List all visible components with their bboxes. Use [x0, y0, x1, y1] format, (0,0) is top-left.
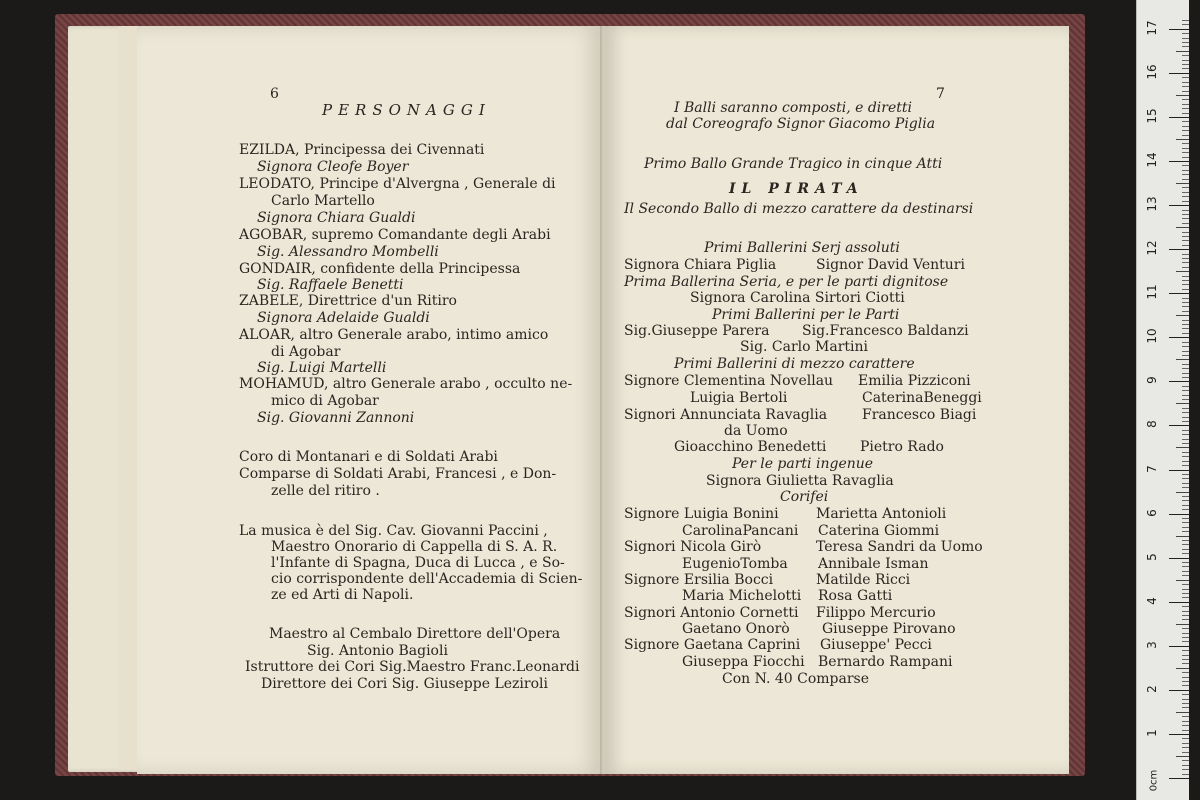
ruler-tick: [1182, 33, 1189, 34]
ruler-number: 11: [1145, 284, 1159, 300]
ruler-tick: [1182, 509, 1189, 510]
ruler-tick: [1182, 549, 1189, 550]
ruler-tick: [1182, 562, 1189, 563]
dancer-name: Luigia Bertoli: [690, 390, 788, 406]
ruler-tick: [1182, 663, 1189, 664]
cast-line: MOHAMUD, altro Generale arabo , occulto ne-: [239, 376, 573, 392]
ruler-tick: [1182, 201, 1189, 202]
cast-line: AGOBAR, supremo Comandante degli Arabi: [239, 227, 551, 243]
ruler-tick: [1182, 152, 1189, 153]
ruler-tick: [1182, 685, 1189, 686]
ruler-tick: [1182, 328, 1189, 329]
ruler-tick: [1176, 95, 1189, 96]
ruler-tick: [1176, 51, 1189, 52]
ruler-tick: [1169, 381, 1189, 382]
corifei-name: Bernardo Rampani: [818, 654, 953, 670]
dancer-name: Sig.Giuseppe Parera: [624, 323, 770, 339]
ruler-tick: [1182, 399, 1189, 400]
corifei-name: Caterina Giommi: [818, 523, 940, 539]
ballet-line: Il Secondo Ballo di mezzo carattere da destinarsi: [624, 201, 974, 217]
ruler-tick: [1182, 681, 1189, 682]
ruler-tick: [1182, 276, 1189, 277]
ruler-tick: [1182, 170, 1189, 171]
ruler-tick: [1182, 64, 1189, 65]
ruler-tick: [1169, 249, 1189, 250]
ruler-tick: [1182, 130, 1189, 131]
dancer-name: Sig. Carlo Martini: [740, 339, 869, 355]
ruler-tick: [1182, 650, 1189, 651]
dancer-name: Francesco Biagi: [862, 407, 977, 423]
ruler-tick: [1182, 91, 1189, 92]
ruler-tick: [1182, 553, 1189, 554]
corifei-name: Giuseppe' Pecci: [820, 637, 932, 653]
ruler-tick: [1182, 633, 1189, 634]
cast-line: Carlo Martello: [271, 193, 375, 209]
ruler-tick: [1182, 121, 1189, 122]
cast-line: Sig. Raffaele Benetti: [257, 277, 404, 293]
ruler-tick: [1176, 315, 1189, 316]
ruler-tick: [1182, 346, 1189, 347]
cast-line: GONDAIR, confidente della Principessa: [239, 261, 521, 277]
ruler-tick: [1182, 68, 1189, 69]
ruler-tick: [1182, 544, 1189, 545]
ruler-tick: [1182, 148, 1189, 149]
corifei-name: Maria Michelotti: [682, 588, 802, 604]
ruler-tick: [1182, 474, 1189, 475]
ruler-tick: [1182, 769, 1189, 770]
left-page: [137, 26, 602, 774]
ruler-tick: [1182, 615, 1189, 616]
ruler-tick: [1182, 478, 1189, 479]
ruler-tick: [1182, 456, 1189, 457]
ruler-tick: [1182, 522, 1189, 523]
ruler-tick: [1182, 187, 1189, 188]
ruler-tick: [1182, 311, 1189, 312]
ruler-tick: [1182, 364, 1189, 365]
ruler-tick: [1182, 707, 1189, 708]
cast-line: ALOAR, altro Generale arabo, intimo amico: [239, 327, 549, 343]
ruler-tick: [1182, 677, 1189, 678]
ruler-tick: [1169, 337, 1189, 338]
ruler-tick: [1182, 421, 1189, 422]
ruler-tick: [1182, 174, 1189, 175]
ruler-tick: [1169, 558, 1189, 559]
ruler-tick: [1176, 624, 1189, 625]
cast-line: di Agobar: [271, 344, 341, 360]
ruler-unit: 0cm: [1148, 769, 1160, 792]
corifei-name: Matilde Ricci: [816, 572, 911, 588]
right-page: [604, 26, 1069, 774]
music-line: La musica è del Sig. Cav. Giovanni Paccini ,: [239, 523, 548, 539]
ruler-tick: [1182, 143, 1189, 144]
ruler-tick: [1182, 232, 1189, 233]
ruler-tick: [1176, 359, 1189, 360]
ruler-tick: [1169, 161, 1189, 162]
ruler-tick: [1182, 333, 1189, 334]
ruler-tick: [1182, 412, 1189, 413]
ruler-tick: [1182, 584, 1189, 585]
corifei-name: Rosa Gatti: [818, 588, 893, 604]
ruler-tick: [1182, 179, 1189, 180]
ruler-tick: [1182, 258, 1189, 259]
ruler-tick: [1182, 637, 1189, 638]
cast-line: Sig. Alessandro Mombelli: [257, 244, 439, 260]
dancer-name: Signora Carolina Sirtori Ciotti: [690, 290, 905, 306]
ruler-tick: [1182, 165, 1189, 166]
cast-line: ZABELE, Direttrice d'un Ritiro: [239, 293, 457, 309]
cast-line: Sig. Giovanni Zannoni: [257, 410, 415, 426]
dancer-heading: Prima Ballerina Seria, e per le parti dignitose: [624, 274, 949, 290]
ruler-tick: [1169, 514, 1189, 515]
ruler-number: 17: [1145, 20, 1159, 36]
ruler-tick: [1182, 721, 1189, 722]
ruler-number: 16: [1145, 64, 1159, 80]
corifei-name: Gaetano Onorò: [682, 621, 790, 637]
ruler-number: 4: [1145, 596, 1159, 605]
music-line: l'Infante di Spagna, Duca di Lucca , e So-: [271, 555, 565, 571]
cast-line: Signora Cleofe Boyer: [257, 159, 409, 175]
ruler-tick: [1176, 492, 1189, 493]
measurement-ruler: [1136, 0, 1189, 800]
ruler-tick: [1169, 646, 1189, 647]
ruler-tick: [1182, 597, 1189, 598]
chorus-line: zelle del ritiro .: [271, 483, 380, 499]
ruler-tick: [1182, 113, 1189, 114]
staff-line: Direttore dei Cori Sig. Giuseppe Leziroli: [261, 676, 548, 692]
ruler-number: 14: [1145, 152, 1159, 168]
ruler-tick: [1182, 46, 1189, 47]
ruler-tick: [1182, 42, 1189, 43]
cast-line: Sig. Luigi Martelli: [257, 360, 387, 376]
ruler-tick: [1182, 699, 1189, 700]
cast-line: EZILDA, Principessa dei Civennati: [239, 142, 485, 158]
ruler-tick: [1169, 205, 1189, 206]
ruler-tick: [1182, 24, 1189, 25]
ruler-tick: [1182, 320, 1189, 321]
ruler-tick: [1182, 60, 1189, 61]
ruler-tick: [1182, 306, 1189, 307]
ruler-tick: [1182, 298, 1189, 299]
ruler-tick: [1182, 672, 1189, 673]
ruler-tick: [1182, 355, 1189, 356]
dancer-name: Emilia Pizziconi: [858, 373, 971, 389]
dancer-heading: Per le parti ingenue: [732, 456, 874, 472]
chorus-line: Comparse di Soldati Arabi, Francesi , e Don-: [239, 466, 557, 482]
ruler-tick: [1182, 716, 1189, 717]
ruler-number: 9: [1145, 376, 1159, 385]
ruler-tick: [1176, 756, 1189, 757]
ruler-tick: [1182, 254, 1189, 255]
ruler-tick: [1182, 196, 1189, 197]
ruler-tick: [1182, 540, 1189, 541]
ruler-tick: [1182, 774, 1189, 775]
ruler-tick: [1182, 192, 1189, 193]
ruler-tick: [1182, 743, 1189, 744]
ruler-tick: [1176, 271, 1189, 272]
ruler-tick: [1182, 655, 1189, 656]
ruler-tick: [1169, 602, 1189, 603]
ruler-tick: [1182, 351, 1189, 352]
ruler-number: 5: [1145, 552, 1159, 561]
ruler-tick: [1182, 443, 1189, 444]
ruler-number: 13: [1145, 196, 1159, 212]
ruler-tick: [1182, 99, 1189, 100]
ruler-tick: [1182, 223, 1189, 224]
ruler-tick: [1182, 752, 1189, 753]
ruler-tick: [1182, 38, 1189, 39]
ballet-line: I Balli saranno composti, e diretti: [674, 100, 912, 116]
dancer-name: Signora Chiara Piglia: [624, 257, 777, 273]
dancer-name: Sig.Francesco Baldanzi: [802, 323, 969, 339]
dancer-name: CaterinaBeneggi: [862, 390, 982, 406]
ruler-tick: [1182, 659, 1189, 660]
ruler-tick: [1182, 452, 1189, 453]
ruler-tick: [1182, 245, 1189, 246]
ruler-tick: [1169, 73, 1189, 74]
ruler-tick: [1169, 734, 1189, 735]
dancer-name: da Uomo: [724, 423, 788, 439]
ruler-tick: [1176, 447, 1189, 448]
dancer-name: Signor David Venturi: [816, 257, 965, 273]
ruler-tick: [1182, 496, 1189, 497]
corifei-name: Signore Luigia Bonini: [624, 506, 779, 522]
ruler-number: 10: [1145, 328, 1159, 344]
ruler-number: 12: [1145, 240, 1159, 256]
ruler-number: 15: [1145, 108, 1159, 124]
ruler-tick: [1182, 593, 1189, 594]
ruler-tick: [1182, 324, 1189, 325]
ruler-tick: [1182, 408, 1189, 409]
corifei-name: CarolinaPancani: [682, 523, 799, 539]
ruler-number: 7: [1145, 464, 1159, 473]
ruler-tick: [1182, 368, 1189, 369]
ruler-tick: [1182, 566, 1189, 567]
ruler-tick: [1182, 302, 1189, 303]
dancer-heading: Corifei: [780, 489, 829, 505]
ruler-tick: [1182, 611, 1189, 612]
ruler-tick: [1176, 536, 1189, 537]
ruler-tick: [1182, 262, 1189, 263]
ruler-tick: [1169, 778, 1189, 779]
ruler-tick: [1182, 157, 1189, 158]
page-number: 6: [270, 86, 279, 102]
ruler-tick: [1176, 712, 1189, 713]
music-line: ze ed Arti di Napoli.: [271, 587, 414, 603]
ruler-tick: [1182, 694, 1189, 695]
ruler-tick: [1182, 210, 1189, 211]
ruler-tick: [1182, 703, 1189, 704]
ruler-tick: [1176, 580, 1189, 581]
ruler-tick: [1182, 377, 1189, 378]
ruler-tick: [1182, 738, 1189, 739]
ruler-tick: [1182, 82, 1189, 83]
ruler-tick: [1176, 403, 1189, 404]
ruler-tick: [1182, 108, 1189, 109]
ruler-tick: [1182, 77, 1189, 78]
ruler-tick: [1176, 139, 1189, 140]
ballet-line: dal Coreografo Signor Giacomo Piglia: [666, 116, 936, 132]
ruler-tick: [1169, 29, 1189, 30]
corifei-name: Teresa Sandri da Uomo: [816, 539, 983, 555]
ruler-number: 1: [1145, 729, 1159, 737]
ruler-tick: [1182, 342, 1189, 343]
corifei-name: Filippo Mercurio: [816, 605, 936, 621]
cast-line: LEODATO, Principe d'Alvergna , Generale di: [239, 176, 556, 192]
ruler-tick: [1176, 668, 1189, 669]
ruler-tick: [1176, 183, 1189, 184]
ruler-tick: [1182, 267, 1189, 268]
ruler-tick: [1182, 527, 1189, 528]
ruler-tick: [1182, 571, 1189, 572]
music-line: Maestro Onorario di Cappella di S. A. R.: [271, 539, 558, 555]
ruler-tick: [1182, 628, 1189, 629]
ruler-tick: [1182, 747, 1189, 748]
ruler-number: 2: [1145, 685, 1159, 693]
corifei-name: Signori Nicola Girò: [624, 539, 762, 555]
ruler-tick: [1182, 240, 1189, 241]
ballet-title: IL PIRATA: [729, 181, 864, 197]
dancer-name: Signora Giulietta Ravaglia: [706, 473, 894, 489]
corifei-name: Signore Gaetana Caprini: [624, 637, 801, 653]
dancer-name: Gioacchino Benedetti: [674, 439, 827, 455]
staff-line: Istruttore dei Cori Sig.Maestro Franc.Leonardi: [245, 659, 580, 675]
page-number: 7: [936, 86, 945, 102]
dancer-name: Signori Annunciata Ravaglia: [624, 407, 828, 423]
cast-line: Signora Adelaide Gualdi: [257, 310, 430, 326]
ruler-tick: [1182, 518, 1189, 519]
ruler-tick: [1182, 55, 1189, 56]
ruler-tick: [1182, 439, 1189, 440]
ruler-tick: [1182, 135, 1189, 136]
dancer-heading: Primi Ballerini per le Parti: [712, 307, 900, 323]
ruler-tick: [1182, 373, 1189, 374]
ruler-tick: [1182, 417, 1189, 418]
ruler-number: 6: [1145, 508, 1159, 517]
ruler-tick: [1182, 725, 1189, 726]
ruler-tick: [1169, 470, 1189, 471]
ruler-tick: [1182, 218, 1189, 219]
ruler-tick: [1182, 126, 1189, 127]
dancer-name: Pietro Rado: [860, 439, 944, 455]
corifei-name: Signore Ersilia Bocci: [624, 572, 774, 588]
ruler-tick: [1182, 434, 1189, 435]
ruler-tick: [1182, 575, 1189, 576]
ruler-tick: [1169, 425, 1189, 426]
staff-line: Maestro al Cembalo Direttore dell'Opera: [269, 626, 561, 642]
ruler-tick: [1182, 465, 1189, 466]
ruler-tick: [1182, 641, 1189, 642]
ruler-tick: [1182, 531, 1189, 532]
page-heading: PERSONAGGI: [322, 101, 491, 119]
ruler-tick: [1182, 765, 1189, 766]
ruler-number: 3: [1145, 640, 1159, 649]
ruler-tick: [1182, 386, 1189, 387]
ruler-tick: [1182, 86, 1189, 87]
ruler-tick: [1169, 117, 1189, 118]
staff-line: Sig. Antonio Bagioli: [307, 643, 448, 659]
ballet-line: Primo Ballo Grande Tragico in cinque Atti: [644, 156, 943, 172]
ruler-tick: [1182, 619, 1189, 620]
ruler-tick: [1182, 280, 1189, 281]
corifei-name: Giuseppa Fiocchi: [682, 654, 805, 670]
ruler-tick: [1182, 20, 1189, 21]
ruler-tick: [1176, 227, 1189, 228]
ruler-tick: [1182, 483, 1189, 484]
comparse-line: Con N. 40 Comparse: [722, 671, 870, 687]
corifei-name: Marietta Antonioli: [816, 506, 947, 522]
ruler-tick: [1182, 236, 1189, 237]
ruler-tick: [1182, 289, 1189, 290]
ruler-tick: [1182, 461, 1189, 462]
ruler-number: 8: [1145, 420, 1159, 429]
ruler-tick: [1182, 430, 1189, 431]
ruler-tick: [1182, 760, 1189, 761]
dancer-name: Signore Clementina Novellau: [624, 373, 834, 389]
ruler-tick: [1182, 606, 1189, 607]
cast-line: Signora Chiara Gualdi: [257, 210, 416, 226]
ruler-tick: [1182, 505, 1189, 506]
ruler-tick: [1182, 589, 1189, 590]
music-line: cio corrispondente dell'Accademia di Scien-: [271, 571, 583, 587]
ruler-tick: [1182, 390, 1189, 391]
ruler-tick: [1182, 284, 1189, 285]
ruler-tick: [1182, 104, 1189, 105]
corifei-name: Signori Antonio Cornetti: [624, 605, 799, 621]
ruler-tick: [1182, 395, 1189, 396]
ruler-tick: [1182, 487, 1189, 488]
ruler-tick: [1169, 293, 1189, 294]
chorus-line: Coro di Montanari e di Soldati Arabi: [239, 449, 498, 465]
ruler-tick: [1169, 690, 1189, 691]
corifei-name: Annibale Isman: [818, 556, 929, 572]
ruler-tick: [1182, 500, 1189, 501]
ruler-tick: [1182, 214, 1189, 215]
corifei-name: EugenioTomba: [682, 556, 788, 572]
dancer-heading: Primi Ballerini Serj assoluti: [704, 240, 900, 256]
corifei-name: Giuseppe Pirovano: [822, 621, 956, 637]
dancer-heading: Primi Ballerini di mezzo carattere: [674, 356, 915, 372]
ruler-tick: [1182, 730, 1189, 731]
cast-line: mico di Agobar: [271, 393, 379, 409]
